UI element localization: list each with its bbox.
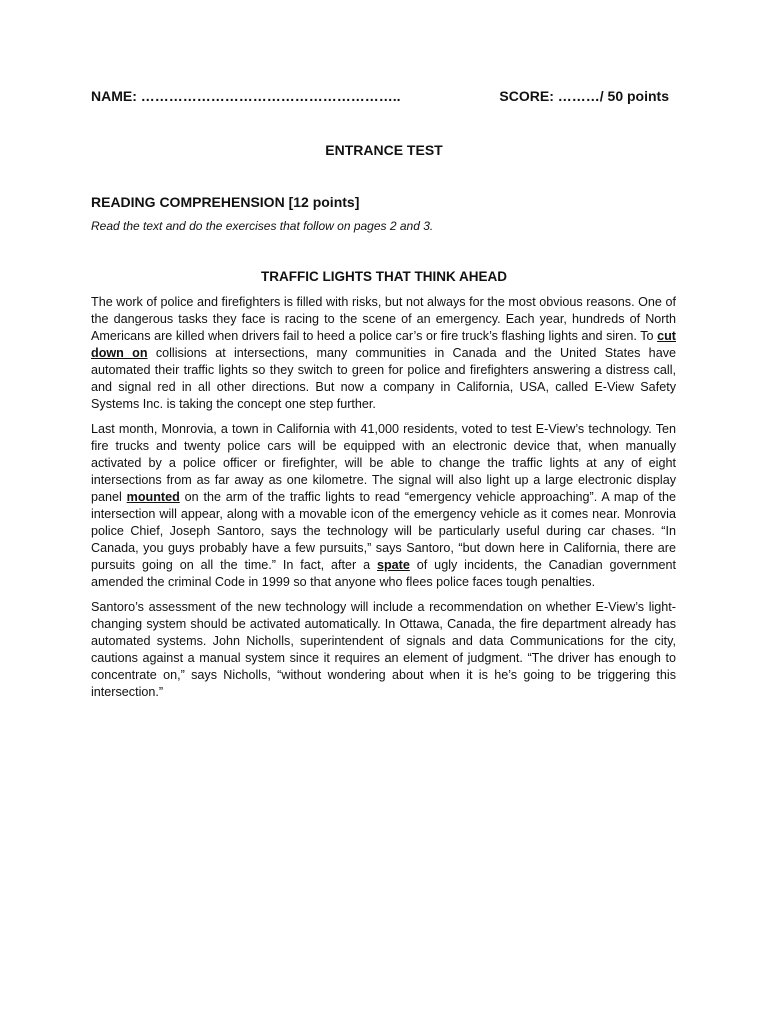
paragraph-2-part-c: of ugly incidents, the Canadian government amended the criminal Code in 1999 so that anyone who flees police faces tough penalties. (91, 558, 677, 589)
paragraph-1 (91, 294, 676, 413)
paragraph-1-part-a: The work of police and firefighters is filled with risks, but not always for the most obvious reasons. One of the dangerous tasks they face is racing to the scene of an emergency. Each year, hundreds of North Americans are killed when drivers fail to heed a police car’s or fire truck’s flashing lights and siren. To (91, 295, 676, 343)
article-body (91, 294, 676, 709)
article-title: TRAFFIC LIGHTS THAT THINK AHEAD (261, 269, 507, 284)
test-title: ENTRANCE TEST (325, 142, 443, 158)
paragraph-1-part-b: collisions at intersections, many communities in Canada and the United States have automated their traffic lights so they switch to green for police and firefighters answering a distress call, and signal red in all other directions. But now a company in California, USA, called E-View Safety Systems Inc. is taking the concept one step further. (91, 346, 676, 411)
section-heading: READING COMPREHENSION [12 points] (91, 194, 360, 210)
underlined-word-spate: spate (376, 558, 410, 572)
name-field-label: NAME: ……………………………………………….. (91, 88, 401, 104)
paragraph-2-part-a: Last month, Monrovia, a town in California with 41,000 residents, voted to test E-View’s technology. Ten fire trucks and twenty police cars will be equipped with an electronic device that, when manually activated by a police officer or firefighter, will be able to change the traffic lights at any of eight intersections from as far away as one kilometre. The signal will also light up a large electronic display panel (91, 422, 676, 504)
paragraph-3: Santoro’s assessment of the new technology will include a recommendation on whether E-View’s light-changing system should be activated automatically. In Ottawa, Canada, the fire department already has automated systems. John Nicholls, superintendent of signals and data Communications for the city, cautions against a manual system since it requires an element of judgment. “The driver has enough to concentrate on,” says Nicholls, “without wondering about when it is he’s going to be triggering this intersection.” (91, 600, 676, 699)
instruction-text: Read the text and do the exercises that follow on pages 2 and 3. (91, 219, 434, 233)
score-field-label: SCORE: ………/ 50 points (499, 88, 669, 104)
paragraph-2-part-b: on the arm of the traffic lights to read “emergency vehicle approaching”. A map of the intersection will appear, along with a movable icon of the emergency vehicle as it comes near. Monrovia police Chief, Joseph Santoro, says the technology will be particularly useful during car chases. “In Canada, you guys probably have a few pursuits,” says Santoro, “but down here in California, there are pursuits going on all the time.” In fact, after a (91, 490, 676, 572)
underlined-phrase-cut-down-on: cut down on (91, 329, 676, 360)
underlined-word-mounted: mounted (126, 490, 180, 504)
paragraph-2 (91, 421, 676, 591)
header-row (91, 88, 669, 108)
